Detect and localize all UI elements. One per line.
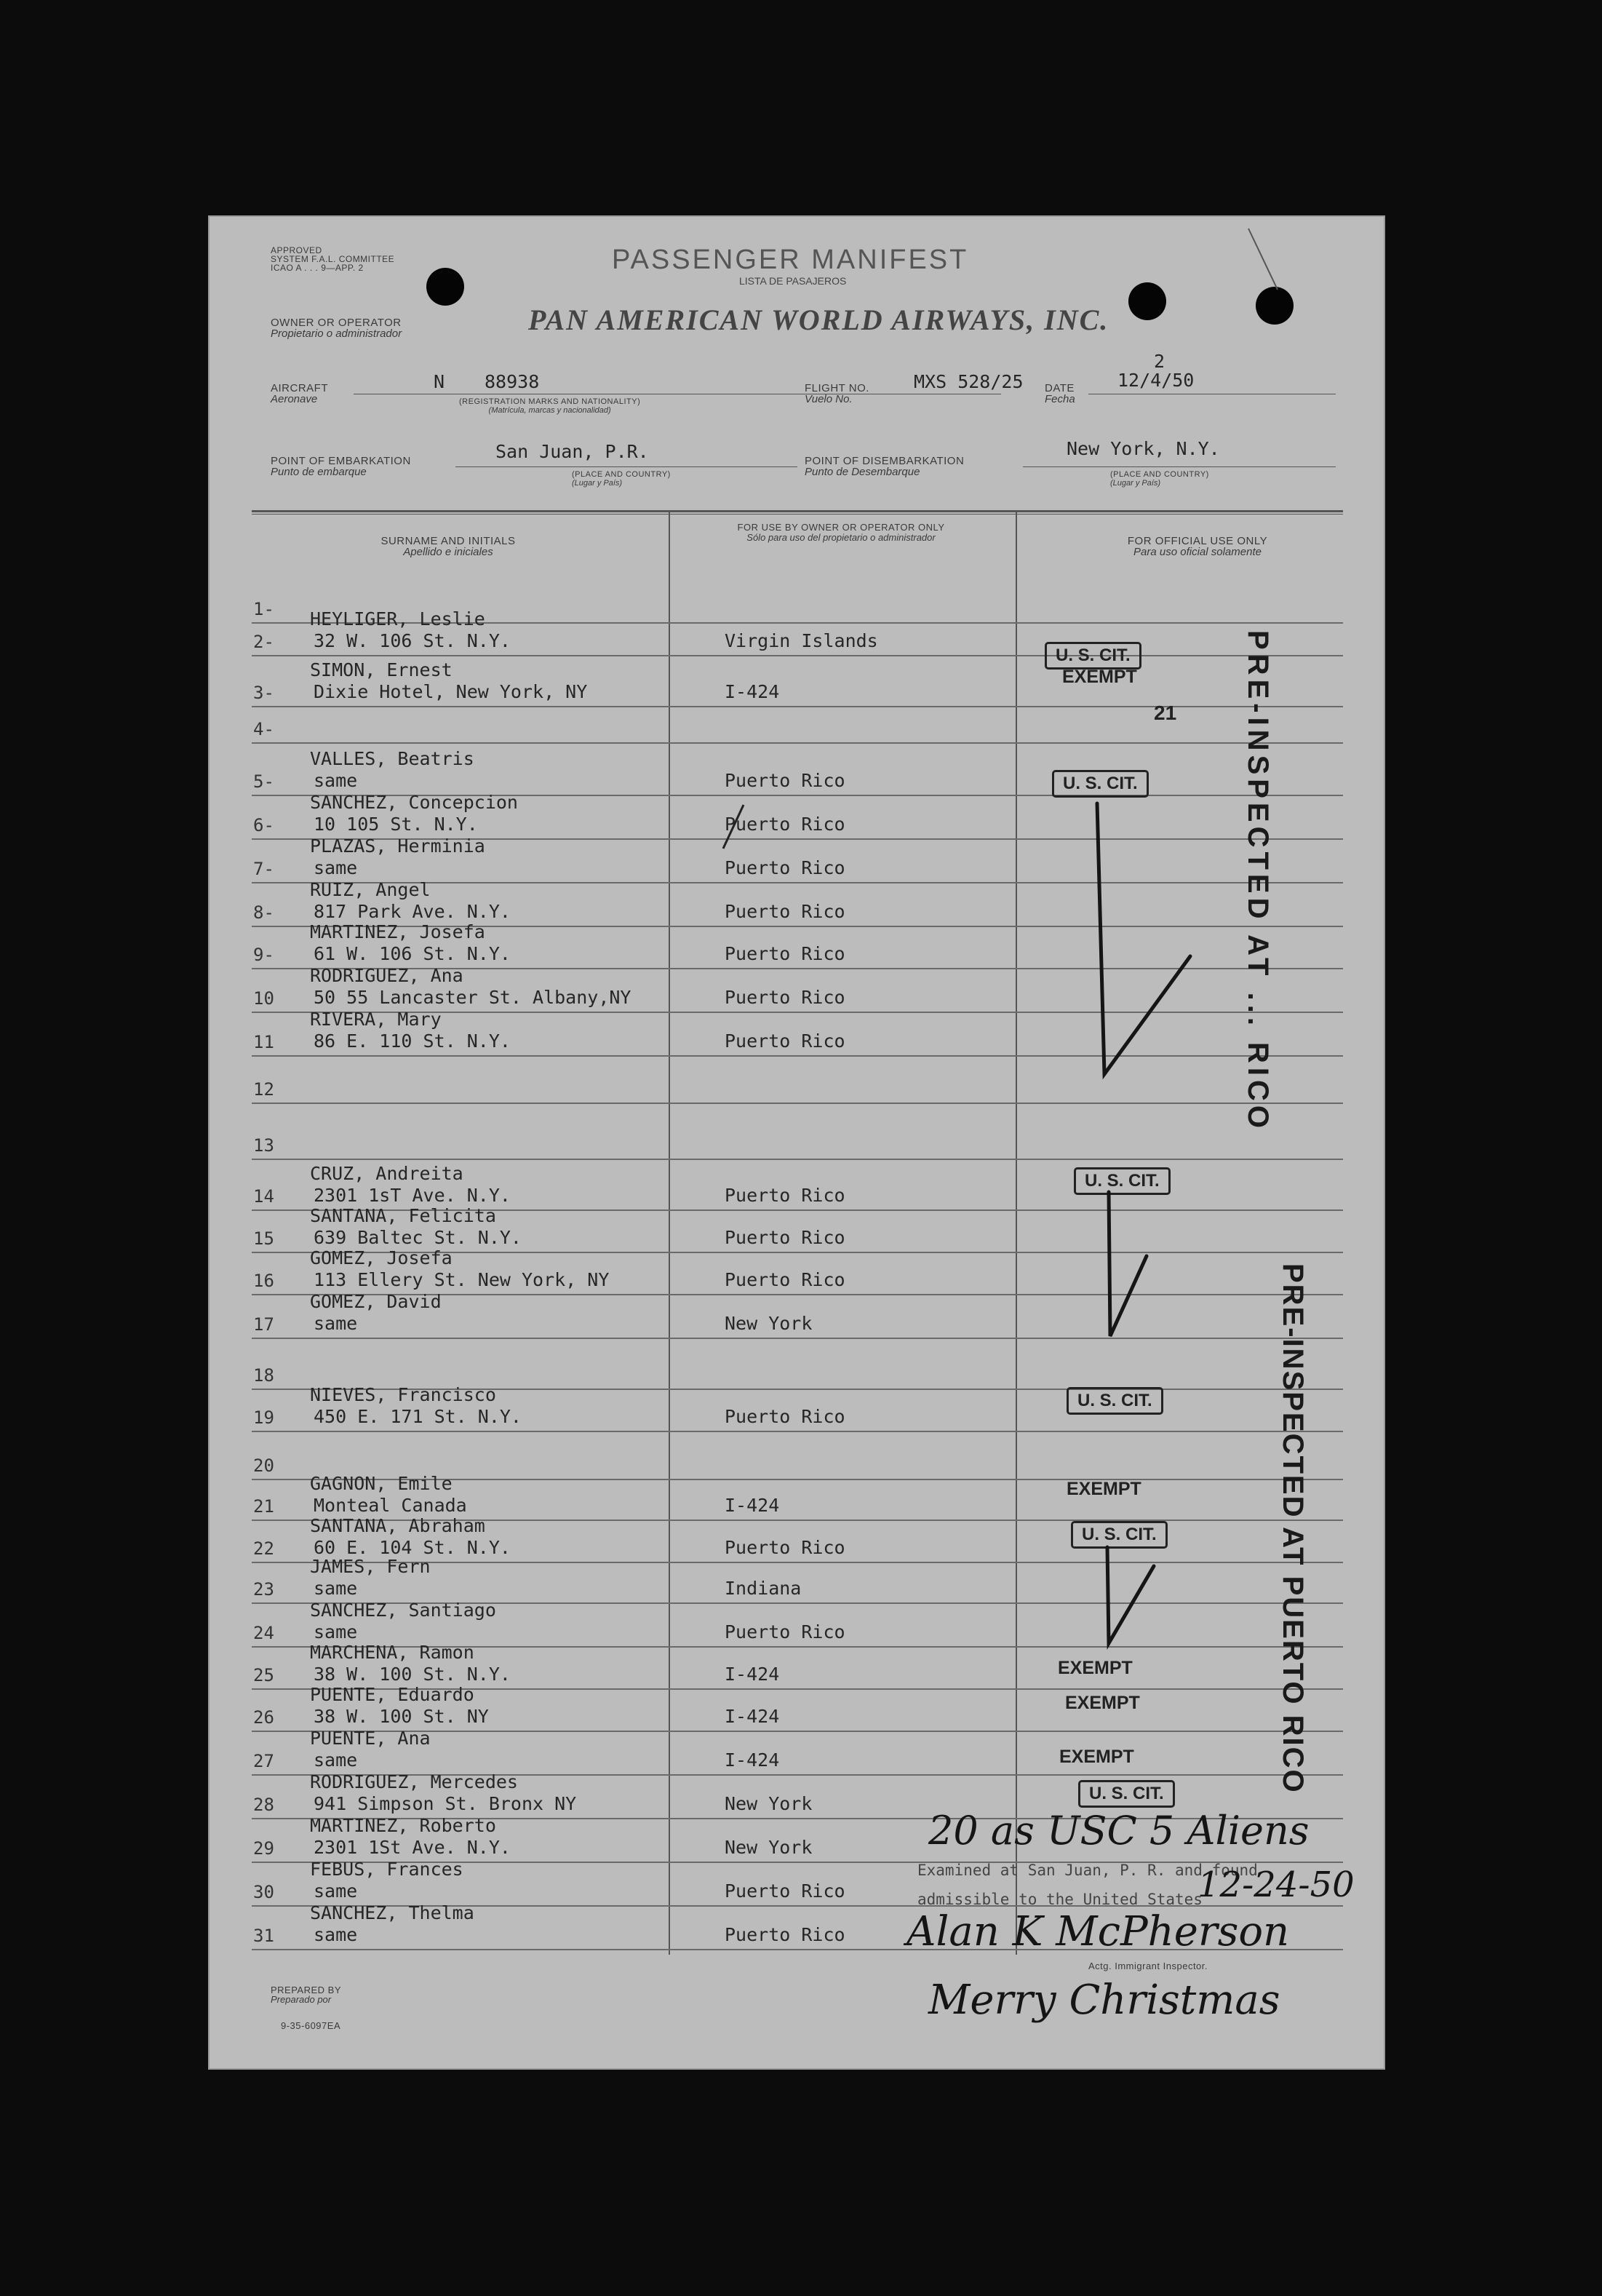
passenger-address: same bbox=[314, 1749, 358, 1771]
operator-note: Puerto Rico bbox=[725, 857, 845, 878]
passenger-name: RIVERA, Mary bbox=[310, 1009, 442, 1030]
row-number: 3- bbox=[253, 683, 274, 703]
handwritten-count: 20 as USC 5 Aliens bbox=[928, 1808, 1310, 1854]
row-number: 17 bbox=[253, 1314, 274, 1335]
passenger-name: SANTANA, Abraham bbox=[310, 1515, 485, 1536]
passenger-address: 817 Park Ave. N.Y. bbox=[314, 901, 511, 922]
passenger-name: MARTINEZ, Roberto bbox=[310, 1815, 496, 1836]
row-number: 29 bbox=[253, 1838, 274, 1859]
row-number: 7- bbox=[253, 859, 274, 879]
passenger-address: 38 W. 100 St. NY bbox=[314, 1706, 489, 1727]
passenger-name: PLAZAS, Herminia bbox=[310, 835, 485, 857]
form-subtitle: LISTA DE PASAJEROS bbox=[739, 275, 847, 287]
passenger-address: 941 Simpson St. Bronx NY bbox=[314, 1793, 577, 1814]
check-mark bbox=[1097, 803, 1190, 1074]
operator-note: I-424 bbox=[725, 1664, 780, 1685]
row-number: 4- bbox=[253, 719, 274, 739]
passenger-address: same bbox=[314, 1924, 358, 1945]
row-number: 6- bbox=[253, 815, 274, 835]
row-number: 15 bbox=[253, 1228, 274, 1249]
exempt-stamp: EXEMPT bbox=[1058, 1658, 1133, 1678]
operator-note: Virgin Islands bbox=[725, 630, 878, 651]
exempt-stamp: EXEMPT bbox=[1067, 1479, 1141, 1499]
passenger-name: SANTANA, Felicita bbox=[310, 1205, 496, 1226]
operator-note: Puerto Rico bbox=[725, 901, 845, 922]
admissible-text: admissible to the United States bbox=[917, 1891, 1203, 1908]
pencil-mark bbox=[1248, 229, 1278, 290]
us-cit-stamp: U. S. CIT. bbox=[1074, 1167, 1171, 1195]
flight-number: MXS 528/25 bbox=[914, 371, 1024, 392]
inspector-signature: Alan K McPherson bbox=[906, 1908, 1290, 1955]
operator-note: Puerto Rico bbox=[725, 1621, 845, 1642]
passenger-name: GOMEZ, David bbox=[310, 1291, 442, 1312]
embarkation-note: (PLACE AND COUNTRY) (Lugar y País) bbox=[572, 470, 671, 488]
operator-note: New York bbox=[725, 1793, 813, 1814]
passenger-name: MARCHENA, Ramon bbox=[310, 1642, 474, 1663]
pre-inspected-stamp: PRE-INSPECTED AT ... RICO bbox=[1242, 630, 1274, 1133]
approval-line: APPROVED bbox=[271, 245, 322, 255]
passenger-address: same bbox=[314, 1578, 358, 1599]
row-number: 23 bbox=[253, 1579, 274, 1600]
operator-note: I-424 bbox=[725, 1706, 780, 1727]
row-number: 20 bbox=[253, 1455, 274, 1476]
us-cit-stamp: U. S. CIT. bbox=[1067, 1387, 1163, 1415]
pencil-mark bbox=[723, 805, 744, 849]
passenger-name: RODRIGUEZ, Ana bbox=[310, 965, 463, 986]
passenger-name: JAMES, Fern bbox=[310, 1556, 431, 1577]
passenger-address: Dixie Hotel, New York, NY bbox=[314, 681, 588, 702]
handwritten-greeting: Merry Christmas bbox=[928, 1977, 1280, 2024]
owner-label: OWNER OR OPERATOR Propietario o administrador bbox=[271, 317, 402, 340]
us-cit-stamp: U. S. CIT. bbox=[1071, 1521, 1168, 1549]
passenger-name: PUENTE, Ana bbox=[310, 1728, 431, 1749]
row-number: 14 bbox=[253, 1186, 274, 1207]
passenger-name: RODRIGUEZ, Mercedes bbox=[310, 1771, 518, 1792]
aircraft-prefix: N bbox=[434, 371, 445, 392]
passenger-address: 38 W. 100 St. N.Y. bbox=[314, 1664, 511, 1685]
us-cit-stamp: U. S. CIT. bbox=[1045, 642, 1141, 670]
passenger-name: SIMON, Ernest bbox=[310, 659, 453, 680]
passenger-name: HEYLIGER, Leslie bbox=[310, 608, 485, 629]
passenger-address: 2301 1sT Ave. N.Y. bbox=[314, 1185, 511, 1206]
operator-note: New York bbox=[725, 1313, 813, 1334]
aircraft-registration: 88938 bbox=[485, 371, 540, 392]
passenger-name: GAGNON, Emile bbox=[310, 1473, 453, 1494]
passenger-address: 10 105 St. N.Y. bbox=[314, 814, 478, 835]
passenger-address: same bbox=[314, 770, 358, 791]
handwritten-date: 12-24-50 bbox=[1197, 1864, 1355, 1905]
official-mark: 21 bbox=[1154, 702, 1177, 724]
passenger-name: VALLES, Beatris bbox=[310, 748, 474, 769]
operator-note: Puerto Rico bbox=[725, 1185, 845, 1206]
passenger-name: FEBUS, Frances bbox=[310, 1859, 463, 1880]
inspector-title: Actg. Immigrant Inspector. bbox=[1088, 1961, 1208, 1971]
operator-note: Puerto Rico bbox=[725, 1269, 845, 1290]
col-header-operator: FOR USE BY OWNER OR OPERATOR ONLY Sólo para uso del propietario o administrador bbox=[737, 522, 945, 543]
form-title: PASSENGER MANIFEST bbox=[612, 245, 969, 275]
operator-note: Indiana bbox=[725, 1578, 802, 1599]
operator-note: Puerto Rico bbox=[725, 987, 845, 1008]
operator-note: I-424 bbox=[725, 1495, 780, 1516]
passenger-address: 61 W. 106 St. N.Y. bbox=[314, 943, 511, 964]
passenger-name: SANCHEZ, Santiago bbox=[310, 1600, 496, 1621]
exempt-stamp: EXEMPT bbox=[1059, 1747, 1134, 1767]
check-marks bbox=[208, 215, 1385, 2070]
passenger-address: 60 E. 104 St. N.Y. bbox=[314, 1537, 511, 1558]
row-number: 11 bbox=[253, 1032, 274, 1052]
passenger-name: RUIZ, Angel bbox=[310, 879, 431, 900]
row-number: 13 bbox=[253, 1135, 274, 1156]
operator-note: Puerto Rico bbox=[725, 1030, 845, 1052]
row-number: 24 bbox=[253, 1623, 274, 1643]
disembarkation-note: (PLACE AND COUNTRY) (Lugar y País) bbox=[1110, 470, 1209, 488]
passenger-name: SANCHEZ, Concepcion bbox=[310, 792, 518, 813]
row-number: 5- bbox=[253, 771, 274, 792]
passenger-name: GOMEZ, Josefa bbox=[310, 1247, 453, 1268]
passenger-name: CRUZ, Andreita bbox=[310, 1163, 463, 1184]
row-number: 18 bbox=[253, 1365, 274, 1386]
operator-note: Puerto Rico bbox=[725, 1537, 845, 1558]
embarkation-value: San Juan, P.R. bbox=[495, 441, 649, 462]
operator-note: I-424 bbox=[725, 1749, 780, 1771]
row-number: 27 bbox=[253, 1751, 274, 1771]
disembarkation-value: New York, N.Y. bbox=[1067, 438, 1220, 459]
form-number: 9-35-6097EA bbox=[281, 2020, 341, 2031]
operator-note: Puerto Rico bbox=[725, 770, 845, 791]
disembarkation-label: POINT OF DISEMBARKATION Punto de Desembarque bbox=[805, 455, 965, 478]
row-number: 16 bbox=[253, 1271, 274, 1291]
row-number: 26 bbox=[253, 1707, 274, 1728]
row-number: 22 bbox=[253, 1538, 274, 1559]
operator-note: I-424 bbox=[725, 681, 780, 702]
passenger-name: PUENTE, Eduardo bbox=[310, 1684, 474, 1705]
exempt-stamp: EXEMPT bbox=[1065, 1693, 1140, 1713]
pre-inspected-stamp: PRE-INSPECTED AT PUERTO RICO bbox=[1277, 1263, 1309, 1794]
row-number: 31 bbox=[253, 1926, 274, 1946]
date-label: DATE Fecha bbox=[1045, 382, 1075, 405]
operator-note: Puerto Rico bbox=[725, 1227, 845, 1248]
passenger-address: 113 Ellery St. New York, NY bbox=[314, 1269, 610, 1290]
passenger-address: same bbox=[314, 857, 358, 878]
row-number: 19 bbox=[253, 1407, 274, 1428]
operator-note: Puerto Rico bbox=[725, 1924, 845, 1945]
passenger-name: SANCHEZ, Thelma bbox=[310, 1902, 474, 1923]
check-mark bbox=[1107, 1547, 1154, 1643]
row-number: 2- bbox=[253, 632, 274, 652]
row-number: 30 bbox=[253, 1882, 274, 1902]
row-number: 1- bbox=[253, 599, 274, 619]
row-number: 10 bbox=[253, 988, 274, 1009]
row-number: 21 bbox=[253, 1496, 274, 1517]
approval-line: ICAO A . . . 9—APP. 2 bbox=[271, 263, 364, 273]
row-number: 28 bbox=[253, 1795, 274, 1815]
operator-note: Puerto Rico bbox=[725, 943, 845, 964]
aircraft-note: (REGISTRATION MARKS AND NATIONALITY) (Matrícula, marcas y nacionalidad) bbox=[459, 397, 641, 415]
col-header-official: FOR OFFICIAL USE ONLY Para uso oficial solamente bbox=[1127, 535, 1268, 558]
col-header-surname: SURNAME AND INITIALS Apellido e iniciales bbox=[380, 535, 516, 558]
passenger-address: 639 Baltec St. N.Y. bbox=[314, 1227, 522, 1248]
passenger-address: same bbox=[314, 1621, 358, 1642]
passenger-address: same bbox=[314, 1880, 358, 1902]
row-number: 12 bbox=[253, 1079, 274, 1100]
aircraft-label: AIRCRAFT Aeronave bbox=[271, 382, 328, 405]
passenger-address: Monteal Canada bbox=[314, 1495, 467, 1516]
airline-name: PAN AMERICAN WORLD AIRWAYS, INC. bbox=[528, 303, 1109, 336]
passenger-name: MARTINEZ, Josefa bbox=[310, 921, 485, 942]
row-number: 8- bbox=[253, 902, 274, 923]
row-number: 25 bbox=[253, 1665, 274, 1685]
row-number: 9- bbox=[253, 945, 274, 965]
passenger-address: 450 E. 171 St. N.Y. bbox=[314, 1406, 522, 1427]
passenger-address: 86 E. 110 St. N.Y. bbox=[314, 1030, 511, 1052]
passenger-address: 32 W. 106 St. N.Y. bbox=[314, 630, 511, 651]
check-mark bbox=[1109, 1192, 1147, 1336]
us-cit-stamp: U. S. CIT. bbox=[1078, 1780, 1175, 1808]
date-value: 12/4/50 bbox=[1117, 370, 1195, 391]
passenger-address: same bbox=[314, 1313, 358, 1334]
embarkation-label: POINT OF EMBARKATION Punto de embarque bbox=[271, 455, 411, 478]
exempt-stamp: EXEMPT bbox=[1062, 667, 1137, 687]
operator-note: New York bbox=[725, 1837, 813, 1858]
passenger-address: 50 55 Lancaster St. Albany,NY bbox=[314, 987, 631, 1008]
operator-note: Puerto Rico bbox=[725, 1406, 845, 1427]
examined-text: Examined at San Juan, P. R. and found bbox=[917, 1862, 1258, 1879]
passenger-address: 2301 1St Ave. N.Y. bbox=[314, 1837, 511, 1858]
approval-line: SYSTEM F.A.L. COMMITTEE bbox=[271, 254, 395, 264]
manifest-page bbox=[208, 215, 1385, 2070]
prepared-by-label: PREPARED BY Preparado por bbox=[271, 1985, 342, 2005]
operator-note: Puerto Rico bbox=[725, 814, 845, 835]
passenger-name: NIEVES, Francisco bbox=[310, 1384, 496, 1405]
date-day: 2 bbox=[1154, 351, 1165, 372]
us-cit-stamp: U. S. CIT. bbox=[1052, 770, 1149, 798]
operator-note: Puerto Rico bbox=[725, 1880, 845, 1902]
flight-label: FLIGHT NO. Vuelo No. bbox=[805, 382, 869, 405]
